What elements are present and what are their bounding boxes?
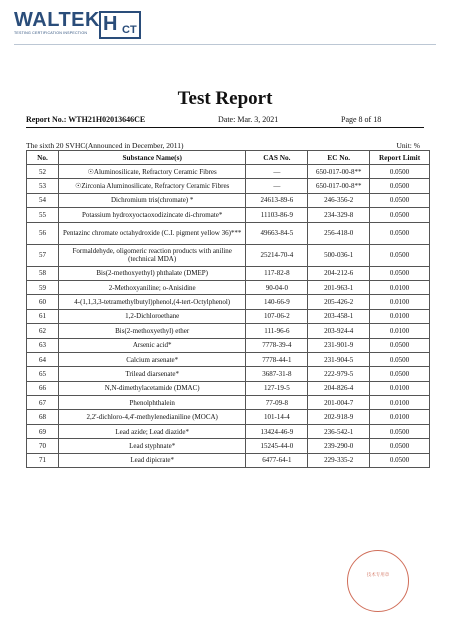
report-date: Date: Mar. 3, 2021: [218, 115, 279, 124]
col-header-substance: Substance Name(s): [58, 151, 246, 165]
cell-cas: 6477-64-1: [246, 453, 308, 467]
cell-cas: 25214-70-4: [246, 244, 308, 266]
cell-no: 65: [27, 367, 59, 381]
cell-cas: 13424-46-9: [246, 424, 308, 438]
cell-cas: 11103-86-9: [246, 208, 308, 222]
table-row: [27, 222, 430, 244]
cell-no: 57: [27, 244, 59, 266]
cell-cas: 15245-44-0: [246, 439, 308, 453]
cell-ec: 239-290-0: [308, 439, 370, 453]
cell-substance: ☉Aluminosilicate, Refractory Ceramic Fibres: [58, 165, 246, 179]
cell-limit: 0.0500: [370, 367, 430, 381]
cell-limit: 0.0500: [370, 165, 430, 179]
cell-cas: 49663-84-5: [246, 222, 308, 244]
cell-no: 66: [27, 381, 59, 395]
cell-no: 58: [27, 266, 59, 280]
hct-logo-h: H: [103, 13, 118, 35]
cell-limit: 0.0500: [370, 193, 430, 207]
cell-no: 68: [27, 410, 59, 424]
table-row: [27, 208, 430, 222]
cell-substance: Arsenic acid*: [58, 338, 246, 352]
cell-substance: Calcium arsenate*: [58, 352, 246, 366]
cell-substance: Formaldehyde, oligomeric reaction products with aniline (technical MDA): [58, 244, 246, 266]
cell-substance: Pentazinc chromate octahydroxide (C.I. pigment yellow 36)***: [58, 222, 246, 244]
cell-ec: 203-458-1: [308, 309, 370, 323]
page-title: Test Report: [177, 88, 273, 109]
cell-ec: 650-017-00-8**: [308, 165, 370, 179]
cell-no: 56: [27, 222, 59, 244]
cell-no: 69: [27, 424, 59, 438]
table-row: [27, 410, 430, 424]
page-number: Page 8 of 18: [341, 115, 382, 124]
cell-no: 55: [27, 208, 59, 222]
cell-no: 63: [27, 338, 59, 352]
cell-cas: —: [246, 165, 308, 179]
cell-substance: 2-Methoxyaniline; o-Anisidine: [58, 280, 246, 294]
cell-cas: 90-04-0: [246, 280, 308, 294]
table-row: [27, 295, 430, 309]
cell-substance: 2,2'-dichloro-4,4'-methylenedianiline (MOCA): [58, 410, 246, 424]
cell-ec: 256-418-0: [308, 222, 370, 244]
cell-limit: 0.0500: [370, 266, 430, 280]
cell-cas: 127-19-5: [246, 381, 308, 395]
table-row: [27, 352, 430, 366]
cell-no: 61: [27, 309, 59, 323]
cell-substance: Trilead diarsenate*: [58, 367, 246, 381]
company-seal: [347, 550, 409, 612]
cell-ec: 231-904-5: [308, 352, 370, 366]
cell-cas: 7778-39-4: [246, 338, 308, 352]
table-row: [27, 309, 430, 323]
cell-limit: 0.0500: [370, 439, 430, 453]
cell-limit: 0.0100: [370, 280, 430, 294]
cell-no: 70: [27, 439, 59, 453]
svhc-batch-caption: The sixth 20 SVHC(Announced in December, 2011): [26, 141, 184, 150]
table-row: [27, 193, 430, 207]
table-row: [27, 396, 430, 410]
cell-no: 53: [27, 179, 59, 193]
cell-substance: ☉Zirconia Aluminosilicate, Refractory Ceramic Fibres: [58, 179, 246, 193]
cell-substance: N,N-dimethylacetamide (DMAC): [58, 381, 246, 395]
cell-ec: 236-542-1: [308, 424, 370, 438]
cell-limit: 0.0500: [370, 244, 430, 266]
col-header-cas: CAS No.: [246, 151, 308, 165]
cell-cas: 140-66-9: [246, 295, 308, 309]
table-row: [27, 244, 430, 266]
header-divider: [14, 44, 436, 45]
cell-ec: 204-212-6: [308, 266, 370, 280]
cell-ec: 222-979-5: [308, 367, 370, 381]
cell-no: 60: [27, 295, 59, 309]
table-row: [27, 367, 430, 381]
cell-limit: 0.0500: [370, 352, 430, 366]
cell-cas: 3687-31-8: [246, 367, 308, 381]
cell-substance: Lead azide; Lead diazide*: [58, 424, 246, 438]
table-row: [27, 338, 430, 352]
cell-no: 62: [27, 324, 59, 338]
cell-limit: 0.0500: [370, 338, 430, 352]
cell-ec: 204-826-4: [308, 381, 370, 395]
table-body: [27, 165, 430, 468]
table-row: [27, 165, 430, 179]
cell-substance: Phenolphthalein: [58, 396, 246, 410]
cell-no: 67: [27, 396, 59, 410]
cell-no: 59: [27, 280, 59, 294]
cell-limit: 0.0500: [370, 222, 430, 244]
cell-cas: 7778-44-1: [246, 352, 308, 366]
col-header-limit: Report Limit: [370, 151, 430, 165]
cell-limit: 0.0100: [370, 324, 430, 338]
cell-no: 64: [27, 352, 59, 366]
unit-caption: Unit: %: [396, 141, 420, 150]
cell-cas: 24613-89-6: [246, 193, 308, 207]
cell-ec: 500-036-1: [308, 244, 370, 266]
cell-ec: 202-918-9: [308, 410, 370, 424]
cell-cas: 111-96-6: [246, 324, 308, 338]
cell-substance: Bis(2-methoxyethyl) ether: [58, 324, 246, 338]
cell-no: 52: [27, 165, 59, 179]
table-row: [27, 439, 430, 453]
table-row: [27, 266, 430, 280]
cell-ec: 201-963-1: [308, 280, 370, 294]
cell-limit: 0.0500: [370, 179, 430, 193]
cell-cas: —: [246, 179, 308, 193]
cell-ec: 201-004-7: [308, 396, 370, 410]
cell-limit: 0.0100: [370, 410, 430, 424]
cell-limit: 0.0100: [370, 381, 430, 395]
cell-cas: 77-09-8: [246, 396, 308, 410]
cell-ec: 234-329-8: [308, 208, 370, 222]
cell-substance: Dichromium tris(chromate) *: [58, 193, 246, 207]
cell-cas: 101-14-4: [246, 410, 308, 424]
table-row: [27, 424, 430, 438]
svhc-table: [26, 150, 430, 468]
cell-cas: 117-82-8: [246, 266, 308, 280]
cell-no: 71: [27, 453, 59, 467]
waltek-logo: [14, 10, 100, 44]
meta-divider: [26, 127, 424, 128]
cell-ec: 246-356-2: [308, 193, 370, 207]
cell-limit: 0.0500: [370, 453, 430, 467]
report-number: Report No.: WTH21H02013646CE: [26, 115, 146, 124]
cell-ec: 205-426-2: [308, 295, 370, 309]
table-row: [27, 179, 430, 193]
table-row: [27, 324, 430, 338]
cell-substance: Lead dipicrate*: [58, 453, 246, 467]
col-header-no: No.: [27, 151, 59, 165]
cell-ec: 229-335-2: [308, 453, 370, 467]
col-header-ec: EC No.: [308, 151, 370, 165]
cell-cas: 107-06-2: [246, 309, 308, 323]
cell-limit: 0.0100: [370, 309, 430, 323]
cell-ec: 650-017-00-8**: [308, 179, 370, 193]
seal-text: 技术专用章: [366, 573, 390, 578]
logo-text: WALTEK: [14, 9, 100, 31]
cell-substance: 1,2-Dichloroethane: [58, 309, 246, 323]
hct-logo-ct: CT: [122, 24, 137, 36]
cell-ec: 231-901-9: [308, 338, 370, 352]
table-row: [27, 381, 430, 395]
cell-no: 54: [27, 193, 59, 207]
cell-substance: Bis(2-methoxyethyl) phthalate (DMEP): [58, 266, 246, 280]
table-header-row: [27, 151, 430, 165]
cell-limit: 0.0500: [370, 208, 430, 222]
cell-limit: 0.0500: [370, 424, 430, 438]
logo-tagline: TESTING CERTIFICATION INSPECTION: [14, 31, 88, 35]
cell-ec: 203-924-4: [308, 324, 370, 338]
cell-limit: 0.0100: [370, 396, 430, 410]
cell-limit: 0.0100: [370, 295, 430, 309]
cell-substance: Potassium hydroxyoctaoxodizincate di-chromate*: [58, 208, 246, 222]
table-row: [27, 453, 430, 467]
table-row: [27, 280, 430, 294]
cell-substance: 4-(1,1,3,3-tetramethylbutyl)phenol,(4-tert-Octylphenol): [58, 295, 246, 309]
cell-substance: Lead styphnate*: [58, 439, 246, 453]
